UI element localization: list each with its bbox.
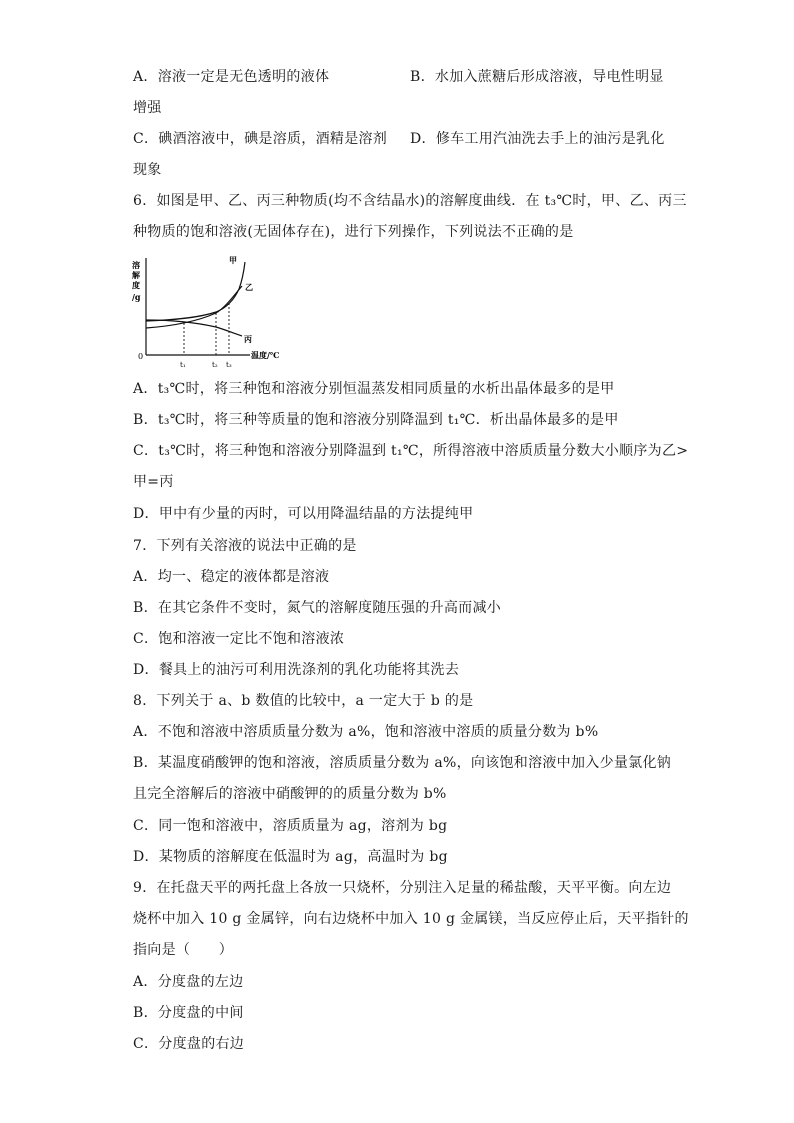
x-axis-label: 温度/℃ xyxy=(251,350,280,360)
curve-jia xyxy=(146,262,245,321)
q7-option-d: D．餐具上的油污可利用洗涤剂的乳化功能将其洗去 xyxy=(133,662,460,678)
q5-option-a: A．溶液一定是无色透明的液体 xyxy=(133,69,330,85)
q8-option-c: C．同一饱和溶液中，溶质质量为 ag，溶剂为 bg xyxy=(133,818,448,834)
q5-option-d: D．修车工用汽油洗去手上的油污是乳化 xyxy=(410,131,665,147)
q8-stem: 8．下列关于 a、b 数值的比较中，a 一定大于 b 的是 xyxy=(133,693,474,709)
q6-stem: 6．如图是甲、乙、丙三种物质(均不含结晶水)的溶解度曲线．在 t₃℃时，甲、乙、丙三 xyxy=(133,193,687,209)
curve-label-yi: 乙 xyxy=(245,282,253,292)
q6-option-a: A．t₃℃时，将三种饱和溶液分别恒温蒸发相同质量的水析出晶体最多的是甲 xyxy=(133,381,615,397)
solubility-curve-graph xyxy=(128,254,308,374)
q5-option-b: B．水加入蔗糖后形成溶液，导电性明显 xyxy=(410,69,664,85)
q9-option-a: A．分度盘的左边 xyxy=(133,974,244,990)
q6-stem-cont: 种物质的饱和溶液(无固体存在)，进行下列操作，下列说法不正确的是 xyxy=(133,224,574,240)
q7-option-c: C．饱和溶液一定比不饱和溶液浓 xyxy=(133,631,345,647)
y-axis-label-3: 度 xyxy=(132,280,140,290)
curve-bing xyxy=(146,320,242,336)
origin-label: 0 xyxy=(138,352,144,361)
q8-option-b-cont: 且完全溶解后的溶液中硝酸钾的的质量分数为 b% xyxy=(133,786,447,802)
q6-option-c-cont: 甲=丙 xyxy=(133,474,174,490)
q5-option-b-cont: 增强 xyxy=(133,100,162,116)
y-axis-label-1: 溶 xyxy=(132,260,140,270)
curve-label-jia: 甲 xyxy=(229,255,237,265)
tick-t2: t₂ xyxy=(212,361,218,369)
q6-option-c: C．t₃℃时，将三种饱和溶液分别降温到 t₁℃，所得溶液中溶质质量分数大小顺序为乙> xyxy=(133,443,689,459)
q7-stem: 7．下列有关溶液的说法中正确的是 xyxy=(133,538,357,554)
q5-option-c: C．碘酒溶液中，碘是溶质，酒精是溶剂 xyxy=(133,131,388,147)
q5-option-d-cont: 现象 xyxy=(133,162,162,178)
q8-option-a: A．不饱和溶液中溶质质量分数为 a%，饱和溶液中溶质的质量分数为 b% xyxy=(133,724,599,740)
q9-stem: 9．在托盘天平的两托盘上各放一只烧杯，分别注入足量的稀盐酸，天平平衡。向左边 xyxy=(133,880,672,896)
tick-t3: t₃ xyxy=(226,361,232,369)
tick-t1: t₁ xyxy=(180,361,186,369)
q6-option-d: D．甲中有少量的丙时，可以用降温结晶的方法提纯甲 xyxy=(133,506,474,522)
q9-stem-cont-1: 烧杯中加入 10 g 金属锌，向右边烧杯中加入 10 g 金属镁，当反应停止后，天平指针的 xyxy=(133,911,689,927)
q7-option-a: A．均一、稳定的液体都是溶液 xyxy=(133,569,330,585)
q6-option-b: B．t₃℃时，将三种等质量的饱和溶液分别降温到 t₁℃．析出晶体最多的是甲 xyxy=(133,412,619,428)
y-axis-label-2: 解 xyxy=(132,270,140,280)
q7-option-b: B．在其它条件不变时，氮气的溶解度随压强的升高而减小 xyxy=(133,600,502,616)
q8-option-d: D．某物质的溶解度在低温时为 ag，高温时为 bg xyxy=(133,849,448,865)
q9-option-c: C．分度盘的右边 xyxy=(133,1036,245,1052)
q8-option-b: B．某温度硝酸钾的饱和溶液，溶质质量分数为 a%，向该饱和溶液中加入少量氯化钠 xyxy=(133,755,672,771)
curve-yi xyxy=(146,286,242,328)
curve-label-bing: 丙 xyxy=(244,334,252,344)
y-axis-label-4: /g xyxy=(132,292,141,302)
q9-stem-cont-2: 指向是（ ） xyxy=(133,942,234,958)
q9-option-b: B．分度盘的中间 xyxy=(133,1005,244,1021)
